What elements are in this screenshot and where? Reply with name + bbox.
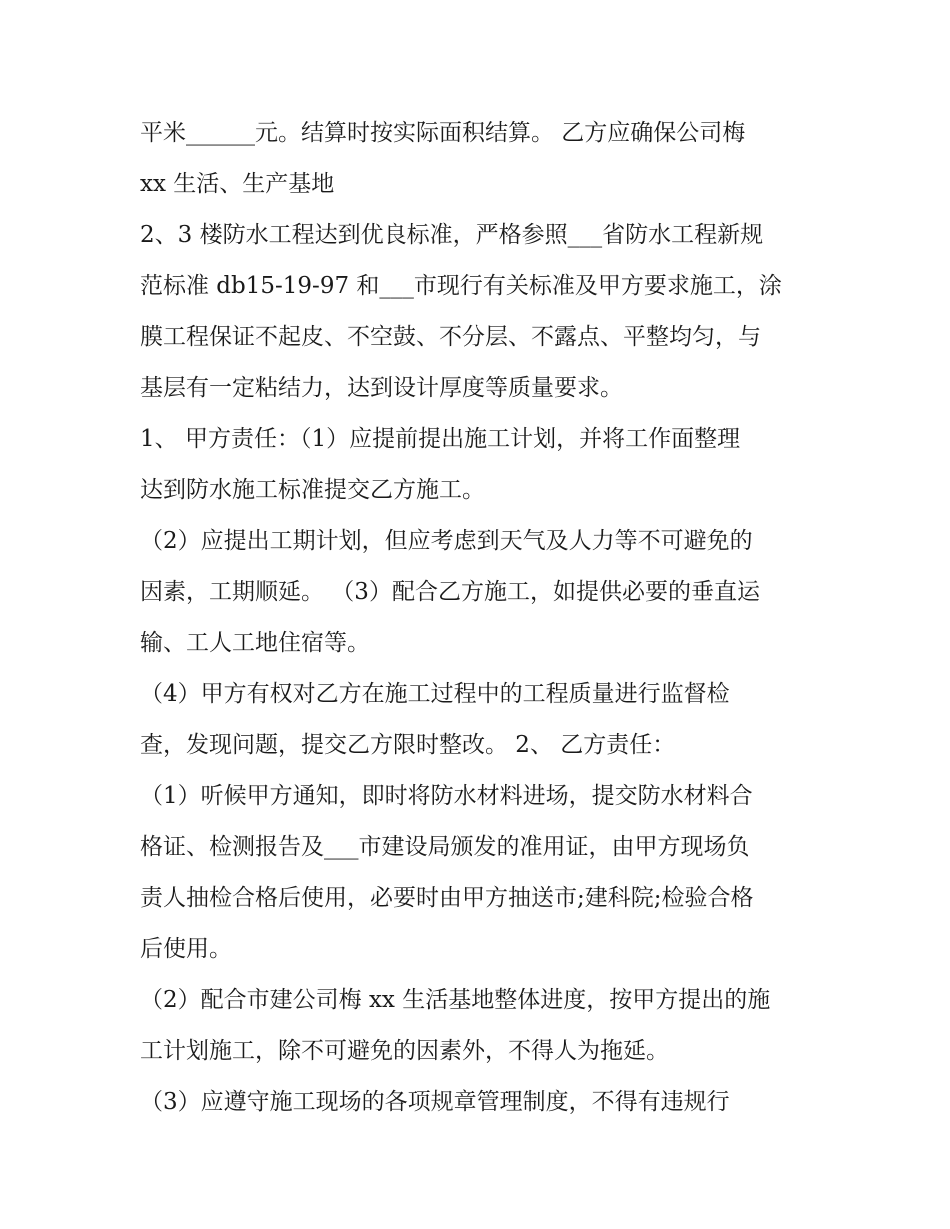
- text-line: 格证、检测报告及___市建设局颁发的准用证，由甲方现场负: [140, 834, 750, 860]
- text-line: （1）听候甲方通知，即时将防水材料进场，提交防水材料合: [140, 783, 753, 809]
- text-line: 查，发现问题，提交乙方限时整改。 2、 乙方责任：: [140, 732, 676, 758]
- text-line: 达到防水施工标准提交乙方施工。: [140, 477, 485, 503]
- text-line: 范标准 db15-19-97 和___市现行有关标准及甲方要求施工，涂: [140, 273, 782, 299]
- text-line: 膜工程保证不起皮、不空鼓、不分层、不露点、平整均匀，与: [140, 324, 761, 350]
- text-line: 2、3 楼防水工程达到优良标准，严格参照___省防水工程新规: [140, 222, 764, 248]
- text-line: 后使用。: [140, 936, 232, 962]
- text-line: 责人抽检合格后使用，必要时由甲方抽送市;建科院;检验合格: [140, 885, 754, 911]
- text-line: 工计划施工，除不可避免的因素外，不得人为拖延。: [140, 1038, 669, 1064]
- text-line: （2）配合市建公司梅 xx 生活基地整体进度，按甲方提出的施: [140, 987, 771, 1013]
- text-line: 输、工人工地住宿等。: [140, 630, 370, 656]
- text-line: （4）甲方有权对乙方在施工过程中的工程质量进行监督检: [140, 681, 730, 707]
- document-body: [140, 108, 830, 1128]
- text-line: （2）应提出工期计划，但应考虑到天气及人力等不可避免的: [140, 528, 753, 554]
- text-line: 因素，工期顺延。 （3）配合乙方施工，如提供必要的垂直运: [140, 579, 760, 605]
- text-line: 平米______元。结算时按实际面积结算。 乙方应确保公司梅: [140, 120, 746, 146]
- text-line: 1、 甲方责任：（1）应提前提出施工计划，并将工作面整理: [140, 426, 741, 452]
- text-line: xx 生活、生产基地: [140, 171, 335, 197]
- text-line: （3）应遵守施工现场的各项规章管理制度，不得有违规行: [140, 1089, 730, 1115]
- text-line: 基层有一定粘结力，达到设计厚度等质量要求。: [140, 375, 623, 401]
